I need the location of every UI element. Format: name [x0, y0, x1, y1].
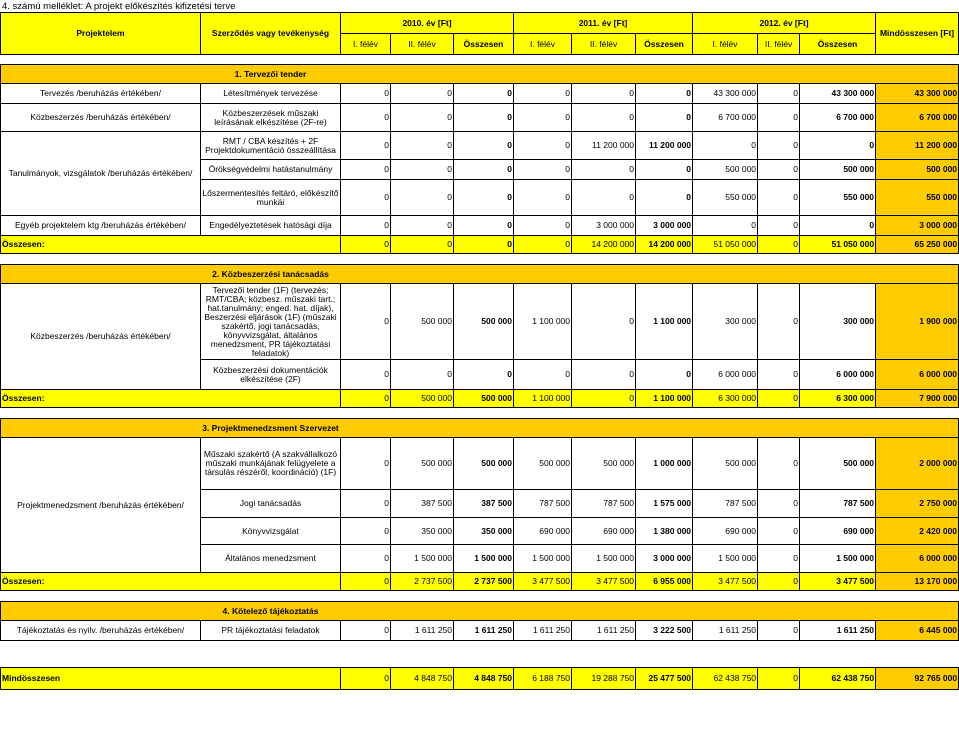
value-cell: 0	[454, 360, 514, 390]
value-cell: 0	[454, 160, 514, 180]
header-sub-1-2: Összesen	[636, 34, 693, 55]
value-cell: 2 420 000	[876, 518, 959, 545]
value-cell: 787 500	[514, 490, 572, 518]
value-cell: 500 000	[693, 160, 758, 180]
value-cell: 0	[758, 360, 800, 390]
value-cell: 0	[514, 132, 572, 160]
value-cell: 6 700 000	[876, 104, 959, 132]
value-cell: 500 000	[693, 438, 758, 490]
value-cell: 4 848 750	[391, 668, 454, 690]
header-sub-1-0: I. félév	[514, 34, 572, 55]
value-cell: 0	[572, 160, 636, 180]
value-cell: 2 750 000	[876, 490, 959, 518]
value-cell: 0	[572, 180, 636, 216]
page-title: 4. számú melléklet: A projekt előkészítés kifizetési terve	[2, 1, 236, 12]
value-cell: 550 000	[800, 180, 876, 216]
value-cell: 0	[758, 490, 800, 518]
value-cell: 0	[341, 573, 391, 591]
value-cell: 690 000	[693, 518, 758, 545]
value-cell: 0	[758, 236, 800, 254]
value-cell: 0	[514, 160, 572, 180]
header-sub-2-0: I. félév	[693, 34, 758, 55]
section-title-row	[1, 65, 959, 84]
value-cell: 350 000	[391, 518, 454, 545]
value-cell: 550 000	[693, 180, 758, 216]
section-total-row	[1, 390, 959, 408]
value-cell: 0	[758, 180, 800, 216]
activity-label: Jogi tanácsadás	[201, 490, 341, 518]
section-total-row	[1, 573, 959, 591]
value-cell: 0	[341, 438, 391, 490]
value-cell: 0	[341, 545, 391, 573]
value-cell: 500 000	[876, 160, 959, 180]
value-cell: 0	[758, 284, 800, 360]
value-cell: 0	[454, 84, 514, 104]
spacer-row	[1, 408, 959, 419]
value-cell: 25 477 500	[636, 668, 693, 690]
value-cell: 62 438 750	[800, 668, 876, 690]
value-cell: 1 100 000	[514, 284, 572, 360]
table-row	[1, 132, 959, 160]
value-cell: 62 438 750	[693, 668, 758, 690]
value-cell: 3 000 000	[636, 545, 693, 573]
value-cell: 51 050 000	[800, 236, 876, 254]
activity-label: Műszaki szakértő (A szakvállalkozó műszaki munkájának felügyelete a társulás részéről, koordináció) (1F)	[201, 438, 341, 490]
value-cell: 0	[636, 360, 693, 390]
value-cell: 0	[341, 490, 391, 518]
activity-label: PR tájékoztatási feladatok	[201, 621, 341, 641]
header-year-2011: 2011. év [Ft]	[514, 13, 693, 34]
activity-label: Létesítmények tervezése	[201, 84, 341, 104]
value-cell: 0	[391, 216, 454, 236]
section-title-row	[1, 419, 959, 438]
payment-schedule-table	[0, 12, 959, 690]
value-cell: 0	[514, 216, 572, 236]
project-element-label: Közbeszerzés /beruházás értékében/	[1, 284, 201, 390]
value-cell: 0	[572, 104, 636, 132]
activity-label: Tervezői tender (1F) (tervezés; RMT/CBA; közbesz. műszaki tart.; hat.tanulmány; enged. hat. díjak), Beszerzési eljárások (1F) (műszaki szakértő, jogi tanácsadás, könyvvizsgálat, általános menedzsment, PR tájékoztatási feladatok)	[201, 284, 341, 360]
spacer-row	[1, 254, 959, 265]
activity-label: Közbeszerzések műszaki leírásának elkészítése (2F-re)	[201, 104, 341, 132]
section-title: 4. Kötelező tájékoztatás	[201, 602, 341, 621]
table-row	[1, 84, 959, 104]
value-cell: 500 000	[800, 160, 876, 180]
value-cell: 11 200 000	[876, 132, 959, 160]
value-cell: 14 200 000	[572, 236, 636, 254]
section-title-row	[1, 602, 959, 621]
value-cell: 0	[454, 180, 514, 216]
value-cell: 500 000	[454, 284, 514, 360]
value-cell: 43 300 000	[876, 84, 959, 104]
value-cell: 0	[341, 216, 391, 236]
value-cell: 0	[693, 132, 758, 160]
value-cell: 690 000	[572, 518, 636, 545]
value-cell: 0	[341, 518, 391, 545]
value-cell: 0	[758, 621, 800, 641]
value-cell: 3 222 500	[636, 621, 693, 641]
value-cell: 500 000	[391, 390, 454, 408]
value-cell: 0	[758, 390, 800, 408]
value-cell: 0	[391, 360, 454, 390]
value-cell: 6 955 000	[636, 573, 693, 591]
value-cell: 43 300 000	[693, 84, 758, 104]
value-cell: 0	[572, 360, 636, 390]
value-cell: 0	[758, 160, 800, 180]
value-cell: 6 300 000	[693, 390, 758, 408]
value-cell: 787 500	[693, 490, 758, 518]
value-cell: 0	[391, 104, 454, 132]
value-cell: 6 000 000	[876, 545, 959, 573]
header-sub-0-0: I. félév	[341, 34, 391, 55]
project-element-label: Tervezés /beruházás értékében/	[1, 84, 201, 104]
value-cell: 0	[454, 132, 514, 160]
project-element-label: Egyéb projektelem ktg /beruházás értékében/	[1, 216, 201, 236]
value-cell: 0	[391, 180, 454, 216]
value-cell: 1 100 000	[514, 390, 572, 408]
value-cell: 6 188 750	[514, 668, 572, 690]
value-cell: 0	[636, 84, 693, 104]
header-sub-0-2: Összesen	[454, 34, 514, 55]
value-cell: 1 611 250	[514, 621, 572, 641]
activity-label: Könyvvizsgálat	[201, 518, 341, 545]
header-sub-1-1: II. félév	[572, 34, 636, 55]
value-cell: 0	[454, 236, 514, 254]
value-cell: 0	[514, 180, 572, 216]
value-cell: 3 000 000	[572, 216, 636, 236]
header-sub-2-2: Összesen	[800, 34, 876, 55]
value-cell: 6 300 000	[800, 390, 876, 408]
value-cell: 0	[341, 621, 391, 641]
value-cell: 0	[341, 284, 391, 360]
value-cell: 387 500	[454, 490, 514, 518]
value-cell: 6 445 000	[876, 621, 959, 641]
value-cell: 0	[636, 160, 693, 180]
activity-label: Engedélyeztetések hatósági díja	[201, 216, 341, 236]
value-cell: 500 000	[572, 438, 636, 490]
section-title: 3. Projektmenedzsment Szervezet	[201, 419, 341, 438]
header-projects: Projektelem	[1, 13, 201, 55]
total-label: Összesen:	[1, 390, 341, 408]
value-cell: 350 000	[454, 518, 514, 545]
value-cell: 0	[572, 284, 636, 360]
value-cell: 787 500	[572, 490, 636, 518]
value-cell: 2 000 000	[876, 438, 959, 490]
value-cell: 0	[341, 236, 391, 254]
value-cell: 6 700 000	[693, 104, 758, 132]
header-sub-0-1: II. félév	[391, 34, 454, 55]
value-cell: 1 500 000	[572, 545, 636, 573]
value-cell: 300 000	[800, 284, 876, 360]
total-label: Összesen:	[1, 573, 341, 591]
value-cell: 11 200 000	[572, 132, 636, 160]
value-cell: 0	[514, 236, 572, 254]
value-cell: 0	[800, 216, 876, 236]
value-cell: 11 200 000	[636, 132, 693, 160]
value-cell: 0	[636, 104, 693, 132]
value-cell: 0	[454, 104, 514, 132]
value-cell: 3 477 500	[800, 573, 876, 591]
value-cell: 300 000	[693, 284, 758, 360]
project-element-label: Projektmenedzsment /beruházás értékében/	[1, 438, 201, 573]
value-cell: 2 737 500	[454, 573, 514, 591]
value-cell: 14 200 000	[636, 236, 693, 254]
value-cell: 1 500 000	[454, 545, 514, 573]
value-cell: 0	[341, 390, 391, 408]
header-sub-2-1: II. félév	[758, 34, 800, 55]
activity-label: RMT / CBA készítés + 2F Projektdokumentáció összeállítása	[201, 132, 341, 160]
value-cell: 0	[758, 132, 800, 160]
value-cell: 0	[391, 236, 454, 254]
project-element-label: Tanulmányok, vizsgálatok /beruházás értékében/	[1, 132, 201, 216]
spacer-row	[1, 55, 959, 65]
value-cell: 0	[758, 573, 800, 591]
value-cell: 0	[341, 180, 391, 216]
value-cell: 1 575 000	[636, 490, 693, 518]
value-cell: 1 900 000	[876, 284, 959, 360]
value-cell: 2 737 500	[391, 573, 454, 591]
value-cell: 92 765 000	[876, 668, 959, 690]
header-year-2010: 2010. év [Ft]	[341, 13, 514, 34]
value-cell: 1 611 250	[572, 621, 636, 641]
spacer-row	[1, 641, 959, 668]
value-cell: 387 500	[391, 490, 454, 518]
value-cell: 0	[758, 518, 800, 545]
value-cell: 65 250 000	[876, 236, 959, 254]
value-cell: 0	[341, 84, 391, 104]
value-cell: 0	[758, 216, 800, 236]
total-label: Összesen:	[1, 236, 341, 254]
value-cell: 0	[341, 360, 391, 390]
activity-label: Közbeszerzési dokumentációk elkészítése (2F)	[201, 360, 341, 390]
grand-total-label: Mindösszesen	[1, 668, 341, 690]
value-cell: 43 300 000	[800, 84, 876, 104]
value-cell: 0	[341, 668, 391, 690]
value-cell: 1 611 250	[693, 621, 758, 641]
value-cell: 51 050 000	[693, 236, 758, 254]
value-cell: 0	[758, 104, 800, 132]
value-cell: 0	[454, 216, 514, 236]
project-element-label: Tájékoztatás és nyilv. /beruházás értékében/	[1, 621, 201, 641]
value-cell: 0	[572, 84, 636, 104]
section-total-row	[1, 236, 959, 254]
value-cell: 0	[341, 160, 391, 180]
value-cell: 7 900 000	[876, 390, 959, 408]
value-cell: 0	[800, 132, 876, 160]
table-row	[1, 104, 959, 132]
value-cell: 500 000	[454, 438, 514, 490]
value-cell: 787 500	[800, 490, 876, 518]
value-cell: 3 477 500	[572, 573, 636, 591]
value-cell: 6 000 000	[800, 360, 876, 390]
value-cell: 690 000	[514, 518, 572, 545]
value-cell: 500 000	[800, 438, 876, 490]
activity-label: Örökségvédelmi hatástanulmány	[201, 160, 341, 180]
value-cell: 6 000 000	[876, 360, 959, 390]
value-cell: 3 000 000	[636, 216, 693, 236]
table-row	[1, 284, 959, 360]
value-cell: 19 288 750	[572, 668, 636, 690]
header-contract: Szerződés vagy tevékenység	[201, 13, 341, 55]
value-cell: 0	[636, 180, 693, 216]
value-cell: 1 000 000	[636, 438, 693, 490]
header-grand-total: Mindösszesen [Ft]	[876, 13, 959, 55]
value-cell: 0	[514, 360, 572, 390]
value-cell: 690 000	[800, 518, 876, 545]
value-cell: 550 000	[876, 180, 959, 216]
value-cell: 1 380 000	[636, 518, 693, 545]
value-cell: 500 000	[391, 438, 454, 490]
grand-total-row	[1, 668, 959, 690]
value-cell: 0	[391, 132, 454, 160]
section-title: 2. Közbeszerzési tanácsadás	[201, 265, 341, 284]
value-cell: 0	[514, 84, 572, 104]
value-cell: 1 100 000	[636, 390, 693, 408]
value-cell: 1 500 000	[693, 545, 758, 573]
section-title: 1. Tervezői tender	[201, 65, 341, 84]
value-cell: 0	[758, 84, 800, 104]
value-cell: 0	[341, 104, 391, 132]
value-cell: 0	[758, 438, 800, 490]
header-row-years	[1, 13, 959, 34]
value-cell: 1 611 250	[391, 621, 454, 641]
activity-label: Általános menedzsment	[201, 545, 341, 573]
value-cell: 6 700 000	[800, 104, 876, 132]
value-cell: 0	[758, 668, 800, 690]
value-cell: 0	[391, 84, 454, 104]
value-cell: 0	[693, 216, 758, 236]
value-cell: 1 500 000	[514, 545, 572, 573]
section-title-row	[1, 265, 959, 284]
value-cell: 500 000	[454, 390, 514, 408]
value-cell: 6 000 000	[693, 360, 758, 390]
value-cell: 0	[572, 390, 636, 408]
value-cell: 500 000	[514, 438, 572, 490]
table-row	[1, 621, 959, 641]
table-row	[1, 438, 959, 490]
value-cell: 3 477 500	[693, 573, 758, 591]
value-cell: 1 500 000	[800, 545, 876, 573]
table-row	[1, 216, 959, 236]
value-cell: 1 100 000	[636, 284, 693, 360]
value-cell: 4 848 750	[454, 668, 514, 690]
value-cell: 3 000 000	[876, 216, 959, 236]
value-cell: 1 500 000	[391, 545, 454, 573]
value-cell: 3 477 500	[514, 573, 572, 591]
value-cell: 0	[514, 104, 572, 132]
value-cell: 0	[391, 160, 454, 180]
value-cell: 0	[341, 132, 391, 160]
header-year-2012: 2012. év [Ft]	[693, 13, 876, 34]
value-cell: 1 611 250	[800, 621, 876, 641]
project-element-label: Közbeszerzés /beruházás értékében/	[1, 104, 201, 132]
value-cell: 0	[758, 545, 800, 573]
value-cell: 1 611 250	[454, 621, 514, 641]
spacer-row	[1, 591, 959, 602]
value-cell: 13 170 000	[876, 573, 959, 591]
value-cell: 500 000	[391, 284, 454, 360]
activity-label: Lőszermentesítés feltáró, előkészítő munkái	[201, 180, 341, 216]
